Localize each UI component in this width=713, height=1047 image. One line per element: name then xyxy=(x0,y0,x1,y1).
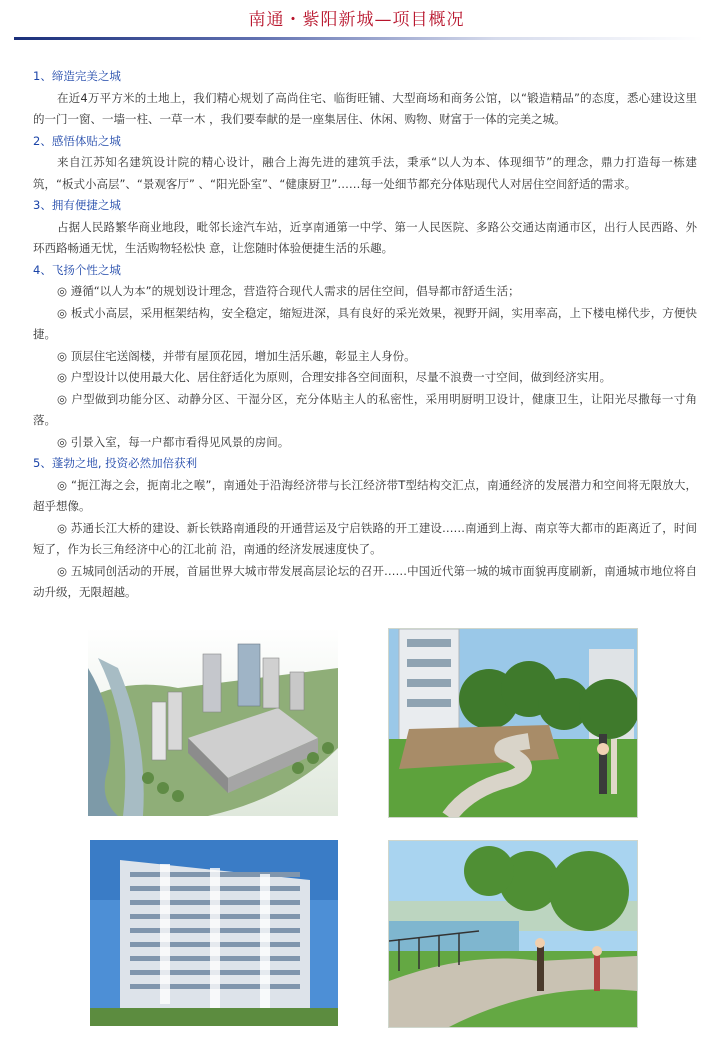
section-1 xyxy=(33,66,697,131)
riverside-park-rendering-photo xyxy=(388,840,638,1028)
page-header xyxy=(0,0,713,46)
article-body xyxy=(33,66,697,604)
bullet-paragraph: ◎ “扼江海之会，扼南北之喉”，南通处于沿海经济带与长江经济带T型结构交汇点，南通经济的发展潜力和空间将无限放大，超乎想像。 xyxy=(33,477,697,513)
bullet-paragraph: ◎ 苏通长江大桥的建设、新长铁路南通段的开通营运及宁启铁路的开工建设……南通到上海、南京等大都市的距离近了，时间短了，作为长三角经济中心的江北前 沿，南通的经济发展速度快了。 xyxy=(33,520,697,556)
section-heading: 3、拥有便捷之城 xyxy=(33,198,121,212)
bullet-paragraph: ◎ 顶层住宅送阁楼，并带有屋顶花园，增加生活乐趣，彰显主人身份。 xyxy=(57,348,416,363)
section-3 xyxy=(33,195,697,260)
bullet-paragraph: ◎ 户型设计以使用最大化、居住舒适化为原则，合理安排各空间面积，尽量不浪费一寸空间，做到经济实用。 xyxy=(57,370,612,384)
bullet-paragraph: ◎ 引景入室，每一户都市看得见风景的房间。 xyxy=(57,434,290,449)
bullet-paragraph: ◎ 户型做到功能分区、动静分区、干湿分区，充分体贴主人的私密性，采用明厨明卫设计，健康卫生，让阳光尽撒每一寸角落。 xyxy=(33,391,697,427)
highrise-building-rendering-photo xyxy=(90,840,338,1026)
aerial-rendering-photo xyxy=(88,628,338,816)
section-paragraph: 占据人民路繁华商业地段，毗邻长途汽车站，近享南通第一中学、第一人民医院、多路公交通达南通市区，出行人民西路、外环西路畅通无忧，生活购物轻松快 意，让您随时体验便捷生活的乐趣。 xyxy=(33,219,697,255)
title-divider xyxy=(14,37,703,40)
section-heading: 1、缔造完美之城 xyxy=(33,69,121,83)
bullet-paragraph: ◎ 遵循“以人为本”的规划设计理念，营造符合现代人需求的居住空间，倡导都市舒适生活； xyxy=(57,284,520,298)
section-paragraph: 在近4万平方米的土地上，我们精心规划了高尚住宅、临街旺铺、大型商场和商务公馆，以“锻造精品”的态度，悉心建设这里的一门一窗、一墙一柱、一草一木 ，我们要奉献的是一座集居住、休闲、购物、财富于一体的完美之城。 xyxy=(33,90,697,126)
section-heading: 2、感悟体贴之城 xyxy=(33,133,121,148)
bullet-paragraph: ◎ 板式小高层，采用框架结构，安全稳定，缩短进深，具有良好的采光效果，视野开阔，实用率高，上下楼电梯代步，方便快捷。 xyxy=(33,305,697,341)
section-4 xyxy=(33,260,697,454)
bullet-paragraph: ◎ 五城同创活动的开展，首届世界大城市带发展高层论坛的召开……中国近代第一城的城市面貌再度刷新，南通城市地位将自动升级，无限超越。 xyxy=(33,563,697,599)
page-title: 南通・紫阳新城—项目概况 xyxy=(248,10,465,30)
garden-path-rendering-photo xyxy=(388,628,638,818)
section-heading: 4、飞扬个性之城 xyxy=(33,262,121,277)
section-heading: 5、蓬勃之地, 投资必然加倍获利 xyxy=(33,456,198,470)
section-5 xyxy=(33,453,697,604)
section-2 xyxy=(33,131,697,196)
section-paragraph: 来自江苏知名建筑设计院的精心设计，融合上海先进的建筑手法，秉承“以人为本、体现细节”的理念，鼎力打造每一栋建筑，“板式小高层”、“景观客厅” 、“阳光卧室”、“健康厨卫”……每一处细节都充分体贴现代人对居住空间舒适的需求。 xyxy=(33,155,697,191)
